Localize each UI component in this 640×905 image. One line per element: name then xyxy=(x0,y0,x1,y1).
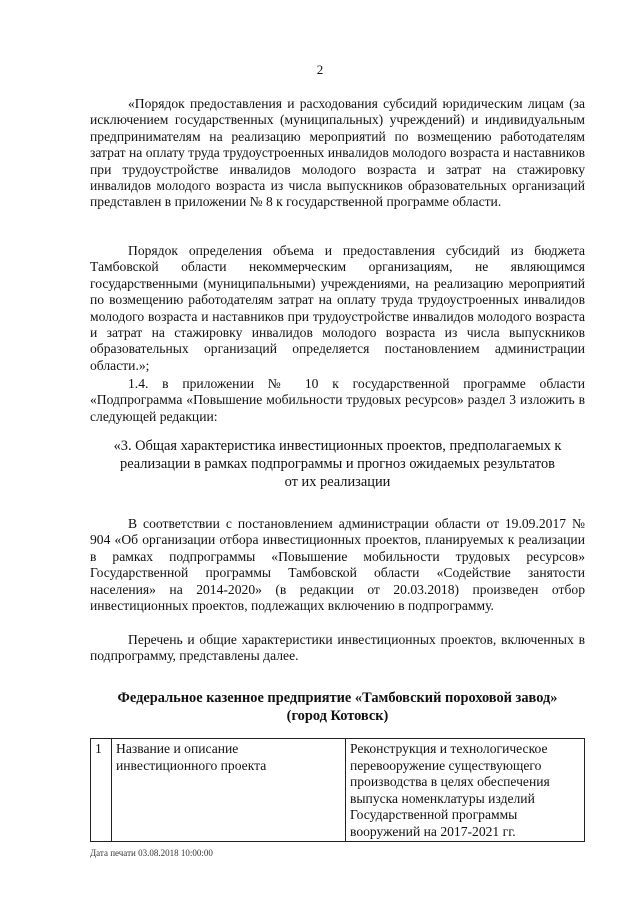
paragraph-amendment xyxy=(90,376,585,425)
section-heading-line-3: от их реализации xyxy=(284,474,391,490)
paragraph-volume-order xyxy=(90,243,585,374)
table-cell-value: Реконструкция и технологическое перевооружение существующего производства в целях обеспечения выпуска номенклатуры изделий Государственной программы вооружений на 2017-2021 гг. xyxy=(346,739,585,842)
paragraph-2: Порядок определения объема и предоставления субсидий из бюджета Тамбовской области некоммерческим организациям, не являющимся государственными (муниципальными) учреждениями, на реализацию мероприятий по возмещению работодателям затрат на оплату труда трудоустроенных инвалидов молодого возраста и наставников при трудоустройстве инвалидов молодого возраста и затрат на стажировку инвалидов молодого возраста из числа выпускников образовательных организаций определяется постановлением администрации области.»; xyxy=(90,243,585,373)
section-heading-line-1: «3. Общая характеристика инвестиционных проектов, предполагаемых к xyxy=(113,438,562,454)
print-date-footer: Дата печати 03.08.2018 10:00:00 xyxy=(90,848,213,858)
table-cell-number: 1 xyxy=(91,739,112,842)
paragraph-4: В соответствии с постановлением администрации области от 19.09.2017 № 904 «Об организации отбора инвестиционных проектов, планируемых к реализации в рамках подпрограммы «Повышение мобильности трудовых ресурсов» Государственной программы Тамбовской области «Содействие занятости населения» на 2014-2020» (в редакции от 20.03.2018) произведен отбор инвестиционных проектов, подлежащих включению в подпрограмму. xyxy=(90,516,585,614)
paragraph-subsidy-order xyxy=(90,96,585,211)
paragraph-3: 1.4. в приложении № 10 к государственной программе области «Подпрограмма «Повышение мобильности трудовых ресурсов» раздел 3 изложить в следующей редакции: xyxy=(90,376,585,424)
enterprise-heading xyxy=(90,689,585,725)
page-number: 2 xyxy=(316,62,324,77)
table-cell-name: Название и описание инвестиционного проекта xyxy=(112,739,346,842)
enterprise-heading-line-1: Федеральное казенное предприятие «Тамбовский пороховой завод» xyxy=(117,690,558,706)
paragraph-selection xyxy=(90,516,585,614)
table-row xyxy=(91,739,585,842)
section-heading-line-2: реализации в рамках подпрограммы и прогноз ожидаемых результатов xyxy=(120,456,555,472)
paragraph-1: «Порядок предоставления и расходования субсидий юридическим лицам (за исключением государственных (муниципальных) учреждений) и индивидуальным предпринимателям на реализацию мероприятий по возмещению работодателям затрат на оплату труда трудоустроенных инвалидов молодого возраста и наставников при трудоустройстве инвалидов молодого возраста и затрат на стажировку инвалидов молодого возраста из числа выпускников образовательных организаций представлен в приложении № 8 к государственной программе области. xyxy=(90,96,585,210)
project-table xyxy=(90,738,585,842)
enterprise-heading-line-2: (город Котовск) xyxy=(286,708,389,724)
paragraph-list xyxy=(90,632,585,665)
paragraph-5: Перечень и общие характеристики инвестиционных проектов, включенных в подпрограмму, представлены далее. xyxy=(90,632,585,664)
project-table-container xyxy=(90,738,585,842)
section-heading xyxy=(90,437,585,491)
